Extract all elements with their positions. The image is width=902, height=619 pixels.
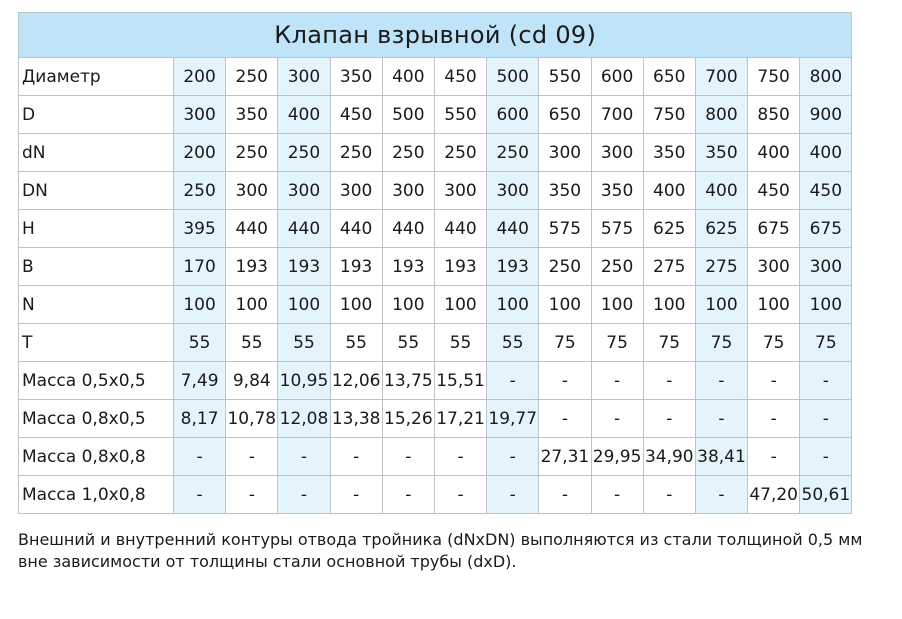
- table-cell: -: [226, 476, 278, 514]
- table-row: [19, 172, 852, 210]
- table-cell: 100: [226, 286, 278, 324]
- table-cell: -: [174, 476, 226, 514]
- table-cell: 193: [487, 248, 539, 286]
- table-cell: 55: [226, 324, 278, 362]
- table-cell: 100: [278, 286, 330, 324]
- table-cell: 8,17: [174, 400, 226, 438]
- table-cell: 38,41: [695, 438, 747, 476]
- table-cell: 100: [330, 286, 382, 324]
- table-cell: 440: [382, 210, 434, 248]
- table-cell: -: [434, 438, 486, 476]
- table-cell: 100: [487, 286, 539, 324]
- table-cell: 193: [382, 248, 434, 286]
- row-label: N: [19, 286, 174, 324]
- table-cell: -: [539, 362, 591, 400]
- table-cell: 440: [434, 210, 486, 248]
- table-cell: 75: [591, 324, 643, 362]
- table-cell: 400: [278, 96, 330, 134]
- table-row: [19, 210, 852, 248]
- table-cell: -: [330, 476, 382, 514]
- table-cell: -: [487, 362, 539, 400]
- table-cell: 250: [382, 134, 434, 172]
- table-title: Клапан взрывной (cd 09): [19, 13, 852, 58]
- table-row: [19, 438, 852, 476]
- table-cell: 300: [748, 248, 800, 286]
- table-cell: 575: [539, 210, 591, 248]
- table-cell: 300: [800, 248, 852, 286]
- table-cell: 440: [226, 210, 278, 248]
- table-cell: 625: [643, 210, 695, 248]
- table-cell: 275: [695, 248, 747, 286]
- table-row: [19, 324, 852, 362]
- table-cell: 100: [800, 286, 852, 324]
- table-cell: 550: [434, 96, 486, 134]
- table-cell: 350: [695, 134, 747, 172]
- table-row: [19, 286, 852, 324]
- table-cell: 350: [539, 172, 591, 210]
- row-label: H: [19, 210, 174, 248]
- table-cell: 300: [278, 58, 330, 96]
- table-cell: -: [800, 400, 852, 438]
- table-cell: 55: [487, 324, 539, 362]
- table-cell: 29,95: [591, 438, 643, 476]
- table-cell: 440: [278, 210, 330, 248]
- table-cell: 55: [434, 324, 486, 362]
- table-cell: -: [643, 362, 695, 400]
- table-cell: 440: [487, 210, 539, 248]
- table-cell: 400: [695, 172, 747, 210]
- table-cell: 193: [278, 248, 330, 286]
- table-cell: 193: [330, 248, 382, 286]
- table-cell: 75: [643, 324, 695, 362]
- table-cell: -: [748, 438, 800, 476]
- table-cell: -: [174, 438, 226, 476]
- table-cell: 15,26: [382, 400, 434, 438]
- table-cell: -: [591, 362, 643, 400]
- table-cell: 13,75: [382, 362, 434, 400]
- table-cell: 100: [434, 286, 486, 324]
- table-cell: 900: [800, 96, 852, 134]
- table-cell: 19,77: [487, 400, 539, 438]
- table-cell: 17,21: [434, 400, 486, 438]
- footnote-text: Внешний и внутренний контуры отвода тройника (dNxDN) выполняются из стали толщиной 0,5 мм вне зависимости от толщины стали основной трубы (dxD).: [18, 530, 863, 571]
- table-cell: 400: [800, 134, 852, 172]
- table-row: [19, 362, 852, 400]
- table-cell: 193: [434, 248, 486, 286]
- table-cell: -: [278, 438, 330, 476]
- table-cell: 300: [330, 172, 382, 210]
- table-cell: 55: [382, 324, 434, 362]
- table-cell: 300: [226, 172, 278, 210]
- table-cell: 50,61: [800, 476, 852, 514]
- table-cell: 395: [174, 210, 226, 248]
- table-cell: 75: [748, 324, 800, 362]
- table-cell: -: [695, 362, 747, 400]
- table-cell: 450: [330, 96, 382, 134]
- table-cell: 250: [487, 134, 539, 172]
- table-cell: 350: [591, 172, 643, 210]
- table-cell: 250: [278, 134, 330, 172]
- table-cell: 100: [643, 286, 695, 324]
- table-cell: 750: [748, 58, 800, 96]
- table-cell: 250: [174, 172, 226, 210]
- table-cell: 75: [539, 324, 591, 362]
- table-cell: 440: [330, 210, 382, 248]
- table-cell: 250: [434, 134, 486, 172]
- row-label: Диаметр: [19, 58, 174, 96]
- table-cell: 100: [695, 286, 747, 324]
- table-cell: -: [434, 476, 486, 514]
- table-cell: -: [643, 400, 695, 438]
- table-row: [19, 248, 852, 286]
- table-cell: -: [695, 476, 747, 514]
- table-cell: 550: [539, 58, 591, 96]
- table-cell: 250: [226, 58, 278, 96]
- table-cell: 200: [174, 58, 226, 96]
- table-cell: -: [330, 438, 382, 476]
- table-cell: 850: [748, 96, 800, 134]
- table-cell: 200: [174, 134, 226, 172]
- table-cell: 170: [174, 248, 226, 286]
- table-cell: 350: [330, 58, 382, 96]
- row-label: B: [19, 248, 174, 286]
- table-cell: 100: [748, 286, 800, 324]
- table-cell: 27,31: [539, 438, 591, 476]
- table-cell: 12,06: [330, 362, 382, 400]
- table-cell: 675: [748, 210, 800, 248]
- table-cell: 250: [330, 134, 382, 172]
- table-cell: 300: [174, 96, 226, 134]
- table-cell: 9,84: [226, 362, 278, 400]
- table-cell: 55: [278, 324, 330, 362]
- table-cell: 750: [643, 96, 695, 134]
- table-cell: 250: [226, 134, 278, 172]
- table-cell: 34,90: [643, 438, 695, 476]
- table-cell: -: [226, 438, 278, 476]
- table-cell: 300: [591, 134, 643, 172]
- table-cell: 600: [591, 58, 643, 96]
- table-cell: -: [487, 476, 539, 514]
- table-cell: 12,08: [278, 400, 330, 438]
- specification-table: [18, 12, 852, 514]
- table-cell: -: [591, 400, 643, 438]
- table-cell: 100: [539, 286, 591, 324]
- table-cell: 700: [591, 96, 643, 134]
- row-label: T: [19, 324, 174, 362]
- table-cell: 675: [800, 210, 852, 248]
- table-cell: 300: [434, 172, 486, 210]
- table-cell: 300: [539, 134, 591, 172]
- table-cell: -: [748, 400, 800, 438]
- table-row: [19, 400, 852, 438]
- table-cell: 100: [382, 286, 434, 324]
- table-cell: 15,51: [434, 362, 486, 400]
- table-body: [19, 58, 852, 514]
- table-cell: -: [800, 362, 852, 400]
- table-cell: 55: [174, 324, 226, 362]
- table-cell: 500: [382, 96, 434, 134]
- table-cell: -: [382, 438, 434, 476]
- row-label: Масса 1,0х0,8: [19, 476, 174, 514]
- table-row: [19, 58, 852, 96]
- table-cell: 700: [695, 58, 747, 96]
- table-cell: 500: [487, 58, 539, 96]
- table-cell: 650: [539, 96, 591, 134]
- table-cell: 13,38: [330, 400, 382, 438]
- table-cell: 75: [800, 324, 852, 362]
- table-cell: 400: [643, 172, 695, 210]
- table-cell: 10,78: [226, 400, 278, 438]
- table-cell: 800: [800, 58, 852, 96]
- table-cell: 193: [226, 248, 278, 286]
- table-cell: -: [539, 476, 591, 514]
- table-cell: -: [487, 438, 539, 476]
- row-label: Масса 0,5х0,5: [19, 362, 174, 400]
- row-label: Масса 0,8х0,8: [19, 438, 174, 476]
- table-cell: -: [591, 476, 643, 514]
- table-cell: 650: [643, 58, 695, 96]
- table-cell: 55: [330, 324, 382, 362]
- table-cell: -: [695, 400, 747, 438]
- table-cell: 47,20: [748, 476, 800, 514]
- table-cell: 575: [591, 210, 643, 248]
- table-cell: -: [539, 400, 591, 438]
- table-cell: 350: [226, 96, 278, 134]
- table-cell: 100: [591, 286, 643, 324]
- table-cell: -: [278, 476, 330, 514]
- table-cell: 800: [695, 96, 747, 134]
- table-row: [19, 134, 852, 172]
- row-label: DN: [19, 172, 174, 210]
- table-row: [19, 476, 852, 514]
- table-row: [19, 96, 852, 134]
- table-cell: 625: [695, 210, 747, 248]
- table-cell: 250: [539, 248, 591, 286]
- table-cell: 250: [591, 248, 643, 286]
- table-cell: 300: [487, 172, 539, 210]
- row-label: dN: [19, 134, 174, 172]
- row-label: D: [19, 96, 174, 134]
- table-cell: 400: [382, 58, 434, 96]
- table-cell: -: [800, 438, 852, 476]
- table-cell: 75: [695, 324, 747, 362]
- table-cell: 300: [382, 172, 434, 210]
- table-cell: 10,95: [278, 362, 330, 400]
- table-cell: 450: [800, 172, 852, 210]
- table-cell: -: [382, 476, 434, 514]
- table-cell: 100: [174, 286, 226, 324]
- table-cell: 350: [643, 134, 695, 172]
- table-cell: 7,49: [174, 362, 226, 400]
- table-cell: 600: [487, 96, 539, 134]
- table-cell: 275: [643, 248, 695, 286]
- table-cell: 450: [434, 58, 486, 96]
- row-label: Масса 0,8х0,5: [19, 400, 174, 438]
- table-cell: 300: [278, 172, 330, 210]
- table-cell: 450: [748, 172, 800, 210]
- table-cell: -: [748, 362, 800, 400]
- table-cell: -: [643, 476, 695, 514]
- table-cell: 400: [748, 134, 800, 172]
